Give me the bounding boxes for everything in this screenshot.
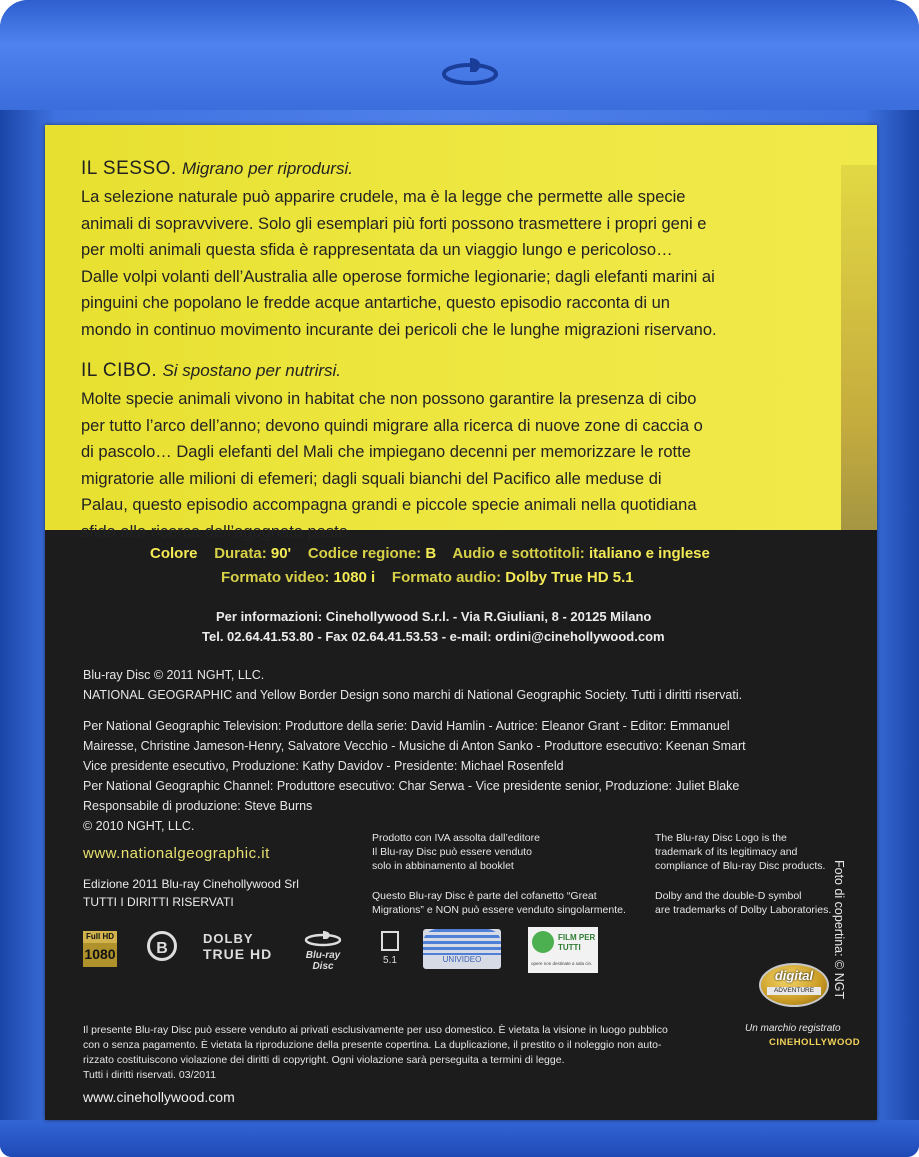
- film-per-tutti-rating: FILM PER TUTTI opere non destinate a sala cin.: [528, 927, 598, 973]
- nationalgeographic-url[interactable]: www.nationalgeographic.it: [83, 845, 270, 862]
- bluray-disc-icon: [440, 52, 500, 88]
- cinehollywood-url[interactable]: www.cinehollywood.com: [83, 1089, 235, 1105]
- logo-row: [83, 927, 683, 977]
- dolby-trademark-note: Dolby and the double-D symbol are trademarks of Dolby Laboratories.: [655, 890, 832, 916]
- rating-icon: [532, 931, 554, 953]
- full-hd-1080-logo: Full HD 1080: [83, 931, 117, 967]
- episode-subtitle: Migrano per riprodursi.: [181, 159, 353, 178]
- bluray-disc-icon: [303, 929, 343, 947]
- region-b-icon: B: [147, 931, 177, 961]
- boxset-note: Questo Blu-ray Disc è parte del cofanetto “Great Migrations” e NON può essere venduto singolarmente.: [372, 890, 626, 916]
- iva-note: Prodotto con IVA assolta dall’editore Il Blu-ray Disc può essere venduto solo in abbinamento al booklet: [372, 832, 540, 872]
- digital-adventure-logo: digital ADVENTURE: [750, 963, 838, 1017]
- edition-info: Edizione 2011 Blu-ray Cinehollywood Srl TUTTI I DIRITTI RISERVATI: [83, 877, 299, 909]
- copyright-block: Blu-ray Disc © 2011 NGHT, LLC. NATIONAL GEOGRAPHIC and Yellow Border Design sono marchi di National Geographic Society. Tutti i diritti riservati.: [83, 668, 743, 702]
- bluray-trademark-note: The Blu-ray Disc Logo is the trademark of its legitimacy and compliance of Blu-ray Disc products.: [655, 832, 826, 872]
- episode-subtitle: Si spostano per nutrirsi.: [162, 361, 342, 380]
- duration-value: 90': [270, 545, 292, 562]
- speaker-icon: [381, 931, 399, 951]
- episode-description: La selezione naturale può apparire crudele, ma è la legge che permette alle specie animali di sopravvivere. Solo gli esemplari più forti possono trasmettere i propri geni e per molti animali questa sfida è rappresentata da un viaggio lungo e pericoloso… Dalle volpi volanti dell’Australia alle operose formiche legionarie; dagli elefanti marini ai pinguini che popolano le fredde acque antartiche, questo episodio racconta di un mondo in continuo movimento incurante dei pericoli che le lunghe migrazioni riservano.: [81, 188, 717, 339]
- case-bottom-edge: [0, 1120, 919, 1157]
- cinehollywood-brand: CINEHOLLYWOOD: [769, 1037, 861, 1048]
- episode-title: IL CIBO.: [81, 360, 158, 381]
- dolby-truehd-logo: DOLBY TRUE HD: [203, 931, 273, 962]
- bluray-disc-logo: Blu-ray Disc: [295, 929, 351, 972]
- cover-photo-edge: [841, 165, 877, 530]
- surround-51-logo: 5.1: [379, 931, 401, 966]
- synopsis-panel: [45, 125, 877, 541]
- production-credits: Per National Geographic Television: Produttore della serie: David Hamlin - Autrice: Eleanor Grant - Editor: Emmanuel Mairesse, Christine Jameson-Henry, Salvatore Vecchio - Musiche di Anton Sanko - Produttore esecutivo: Keenan Smart Vice presidente esecutivo, Produzione: Kathy Davidov - Presidente: Michael Rosenfeld Per National Geographic Channel: Produttore esecutivo: Char Serwa - Vice presidente senior, Produzione: Juliet Blake Responsabile di produzione: Steve Burns © 2010 NGHT, LLC.: [83, 719, 746, 833]
- episode-description: Molte specie animali vivono in habitat che non possono garantire la presenza di cibo per tutto l’arco dell’anno; devono quindi migrare alla ricerca di nuove zone di caccia o di pascolo… Dagli elefanti del Mali che impiegano decenni per memorizzare le rotte migratorie alle milioni di efemeri; dagli squali bianchi del Pacifico alle meduse di Palau, questo episodio accompagna grandi e piccole specie animali nella quotidiana sfida alla ricerca dell’agognato pasto.: [81, 390, 703, 541]
- episode-sesso: [81, 155, 845, 343]
- audio-value: italiano e inglese: [588, 545, 710, 562]
- region-value: B: [425, 545, 437, 562]
- episode-title: IL SESSO.: [81, 158, 177, 179]
- legal-notice: Il presente Blu-ray Disc può essere venduto ai privati esclusivamente per uso domestico. È vietata la visione in luogo pubblico con o senza pagamento. È vietata la riproduzione della presente copertina. La duplicazione, il prestito o il noleggio non auto- rizzato costituiscono violazione dei diritti di copyright. Ogni violazione sarà perseguita a termini di legge. Tutti i diritti riservati. 03/2011: [83, 1024, 668, 1081]
- back-cover-insert: IL SESSO. Migrano per riprodursi. La selezione naturale può apparire crudele, ma è la legge che permette alle specie animali di sopravvivere. Solo gli esemplari più forti possono trasmettere i propri geni e per molti animali questa sfida è rappresentata da un viaggio lungo e pericoloso… Dalle volpi volanti dell’Australia alle operose formiche legionarie; dagli elefanti marini ai pinguini che popolano le fredde acque antartiche, questo episodio racconta di un mondo in continuo movimento incurante dei pericoli che le lunghe migrazioni riservano. IL CIBO. Si spostano per nutrirsi. Molte specie animali vivono in habitat che non possono garantire la presenza di cibo per tutto l’arco dell’anno; devono quindi migrare alla ricerca di nuove zone di caccia o di pascolo… Dagli elefanti del Mali che impiegano decenni per memorizzare le rotte migratorie alle milioni di efemeri; dagli squali bianchi del Pacifico alle meduse di Palau, questo episodio accompagna grandi e piccole specie animali nella quotidiana sfida alla ricerca dell’agognato pasto. Colore Durata: 90' Codice regione: B Audio e sottotitoli: italiano e inglese Formato video: 1080 i Formato audio: Dolby True HD 5.1 Per informazioni: Cinehollywood S.r.l. - Via R.Giuliani, 8 - 20125 Milano Tel. 02.64.41.53.80 - Fax 02.64.41.53.53 - e-mail: ordini@cinehollywood.com Blu-ray Disc © 2011 NGHT, LLC. NATIONAL GEOGRAPHIC and Yellow Border Design sono marchi di National Geographic Society. Tutti i diritti riservati. Per National Geographic Television: Produttore della serie: David Hamlin - Autrice: Eleanor Grant - Editor: Emmanuel Mairesse, Christine Jameson-Henry, Salvatore Vecchio - Musiche di Anton Sanko - Produttore esecutivo: Keenan Smart Vice presidente esecutivo, Produzione: Kathy Davidov - Presidente: Michael Rosenfeld Per National Geographic Channel: Produttore esecutivo: Char Serwa - Vice presidente senior, Produzione: Juliet Blake Responsabile di produzione: Steve Burns © 2010 NGHT, LLC. www.nationalgeographic.it Edizione 2011 Blu-ray Cinehollywood Srl TUTTI I DIRITTI RISERVATI Prodotto con IVA assolta dall’editore Il Blu-ray Disc può essere venduto solo in abbinamento al booklet Questo Blu-ray Disc è parte del cofanetto “Great Migrations” e NON può essere venduto singolarmente. The Blu-ray Disc Logo is the trademark of its legitimacy and compliance of Blu-ray Disc products. Dolby and the double-D symbol are trademarks of Dolby Laboratories. Full HD 1080 B DOLBY TRUE HD Blu-ray Disc 5.1 UNIVIDEO FILM PER TUTTI opere non destinate a sala cin. digital ADVENTURE Un marchio registrato CINEHOLLYWOOD Il presente Blu-ray Disc può essere venduto ai privati esclusivamente per uso domestico. È vietata la visione in luogo pubblico con o senza pagamento. È vietata la riproduzione della presente copertina. La duplicazione, il prestito o il noleggio non auto- rizzato costituiscono violazione dei diritti di copyright. Ogni violazione sarà perseguita a termini di legge. Tutti i diritti riservati. 03/2011 www.cinehollywood.com: [45, 125, 877, 1120]
- video-format-value: 1080 i: [333, 569, 376, 586]
- audio-format-value: Dolby True HD 5.1: [505, 569, 634, 586]
- univideo-logo: UNIVIDEO: [423, 929, 501, 969]
- brand-tagline: Un marchio registrato: [745, 1023, 841, 1034]
- episode-cibo: [81, 357, 845, 545]
- photo-credit: Foto di copertina: © NGT: [832, 860, 846, 1000]
- color-spec: Colore: [150, 545, 198, 562]
